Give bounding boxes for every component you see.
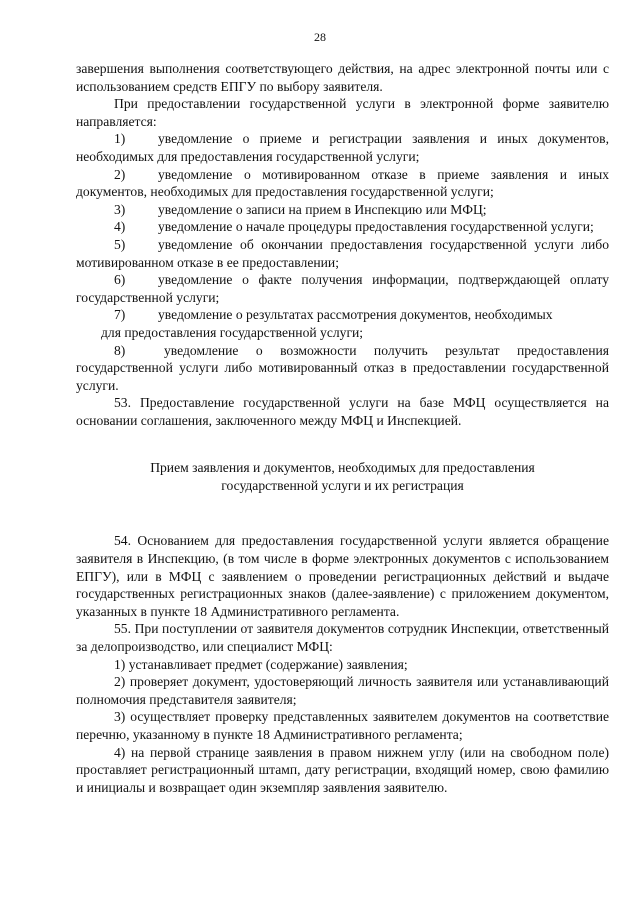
paragraph-53: 53. Предоставление государственной услуги на базе МФЦ осуществляется на основании соглашения, заключенного между МФЦ и Инспекцией. bbox=[76, 395, 609, 428]
item-number: 4) bbox=[114, 219, 126, 235]
item-text: уведомление о записи на прием в Инспекцию или МФЦ; bbox=[158, 201, 487, 217]
item-text: уведомление о начале процедуры предоставления государственной услуги; bbox=[158, 219, 594, 235]
heading-line: государственной услуги и их регистрация bbox=[221, 478, 464, 494]
item-number: 2) bbox=[114, 166, 126, 182]
item-number: 5) bbox=[114, 236, 126, 252]
item-number: 1) bbox=[114, 131, 126, 147]
item-text: уведомление о факте получения информации, подтверждающей оплату государственной услуги; bbox=[76, 272, 609, 305]
notification-item bbox=[76, 201, 609, 219]
action-item: 3) осуществляет проверку представленных заявителем документов на соответствие перечню, указанному в пункте 18 Административного регламента; bbox=[76, 709, 609, 742]
item-text: уведомление об окончании предоставления государственной услуги либо мотивированном отказе в ее предоставлении; bbox=[76, 236, 609, 270]
notification-item bbox=[76, 130, 609, 165]
notification-item bbox=[76, 166, 609, 201]
item-text: уведомление о мотивированном отказе в приеме заявления и иных документов, необходимых для предоставления государственной услуги; bbox=[76, 166, 609, 200]
notification-item bbox=[76, 271, 609, 306]
notification-item bbox=[76, 236, 609, 271]
item-number: 8) bbox=[114, 342, 126, 358]
item-text: уведомление о результатах рассмотрения документов, необходимых bbox=[158, 307, 553, 323]
paragraph-54: 54. Основанием для предоставления государственной услуги является обращение заявителя в Инспекцию, (в том числе в форме электронных документов с использованием ЕПГУ), или в МФЦ с заявлением о проведении регистрационных действий и выдаче государственных регистрационных знаков (далее-заявление) с приложением документом, указанных в пункте 18 Административного регламента. bbox=[76, 533, 609, 619]
intro-electronic-form: При предоставлении государственной услуги в электронной форме заявителю направляется: bbox=[76, 96, 609, 129]
page-number: 28 bbox=[314, 30, 326, 44]
notification-item bbox=[76, 342, 609, 395]
action-item: 1) устанавливает предмет (содержание) заявления; bbox=[114, 656, 408, 672]
item-text: уведомление о приеме и регистрации заявления и иных документов, необходимых для предоставления государственной услуги; bbox=[76, 131, 609, 164]
item-number: 3) bbox=[114, 201, 126, 217]
item-text: уведомление о возможности получить результат предоставления государственной услуги либо мотивированный отказ в предоставлении государственной услуги. bbox=[76, 342, 609, 393]
item-number: 6) bbox=[114, 272, 126, 288]
action-item: 4) на первой странице заявления в правом нижнем углу (или на свободном поле) проставляет регистрационный штамп, дату регистрации, входящий номер, свою фамилию и инициалы и возвращает один экземпляр заявления заявителю. bbox=[76, 744, 609, 795]
notification-item bbox=[76, 306, 609, 341]
intro-continuation: завершения выполнения соответствующего действия, на адрес электронной почты или с использованием средств ЕПГУ по выбору заявителя. bbox=[76, 61, 609, 94]
notification-item bbox=[76, 218, 609, 236]
action-item: 2) проверяет документ, удостоверяющий личность заявителя или устанавливающий полномочия представителя заявителя; bbox=[76, 674, 609, 707]
section-heading bbox=[76, 459, 609, 495]
document-body bbox=[76, 60, 609, 796]
item-number: 7) bbox=[114, 307, 126, 323]
paragraph-55: 55. При поступлении от заявителя документов сотрудник Инспекции, ответственный за делопроизводство, или специалист МФЦ: bbox=[76, 621, 609, 655]
heading-line: Прием заявления и документов, необходимых для предоставления bbox=[150, 460, 535, 476]
item-text-continuation: для предоставления государственной услуги; bbox=[101, 324, 364, 340]
